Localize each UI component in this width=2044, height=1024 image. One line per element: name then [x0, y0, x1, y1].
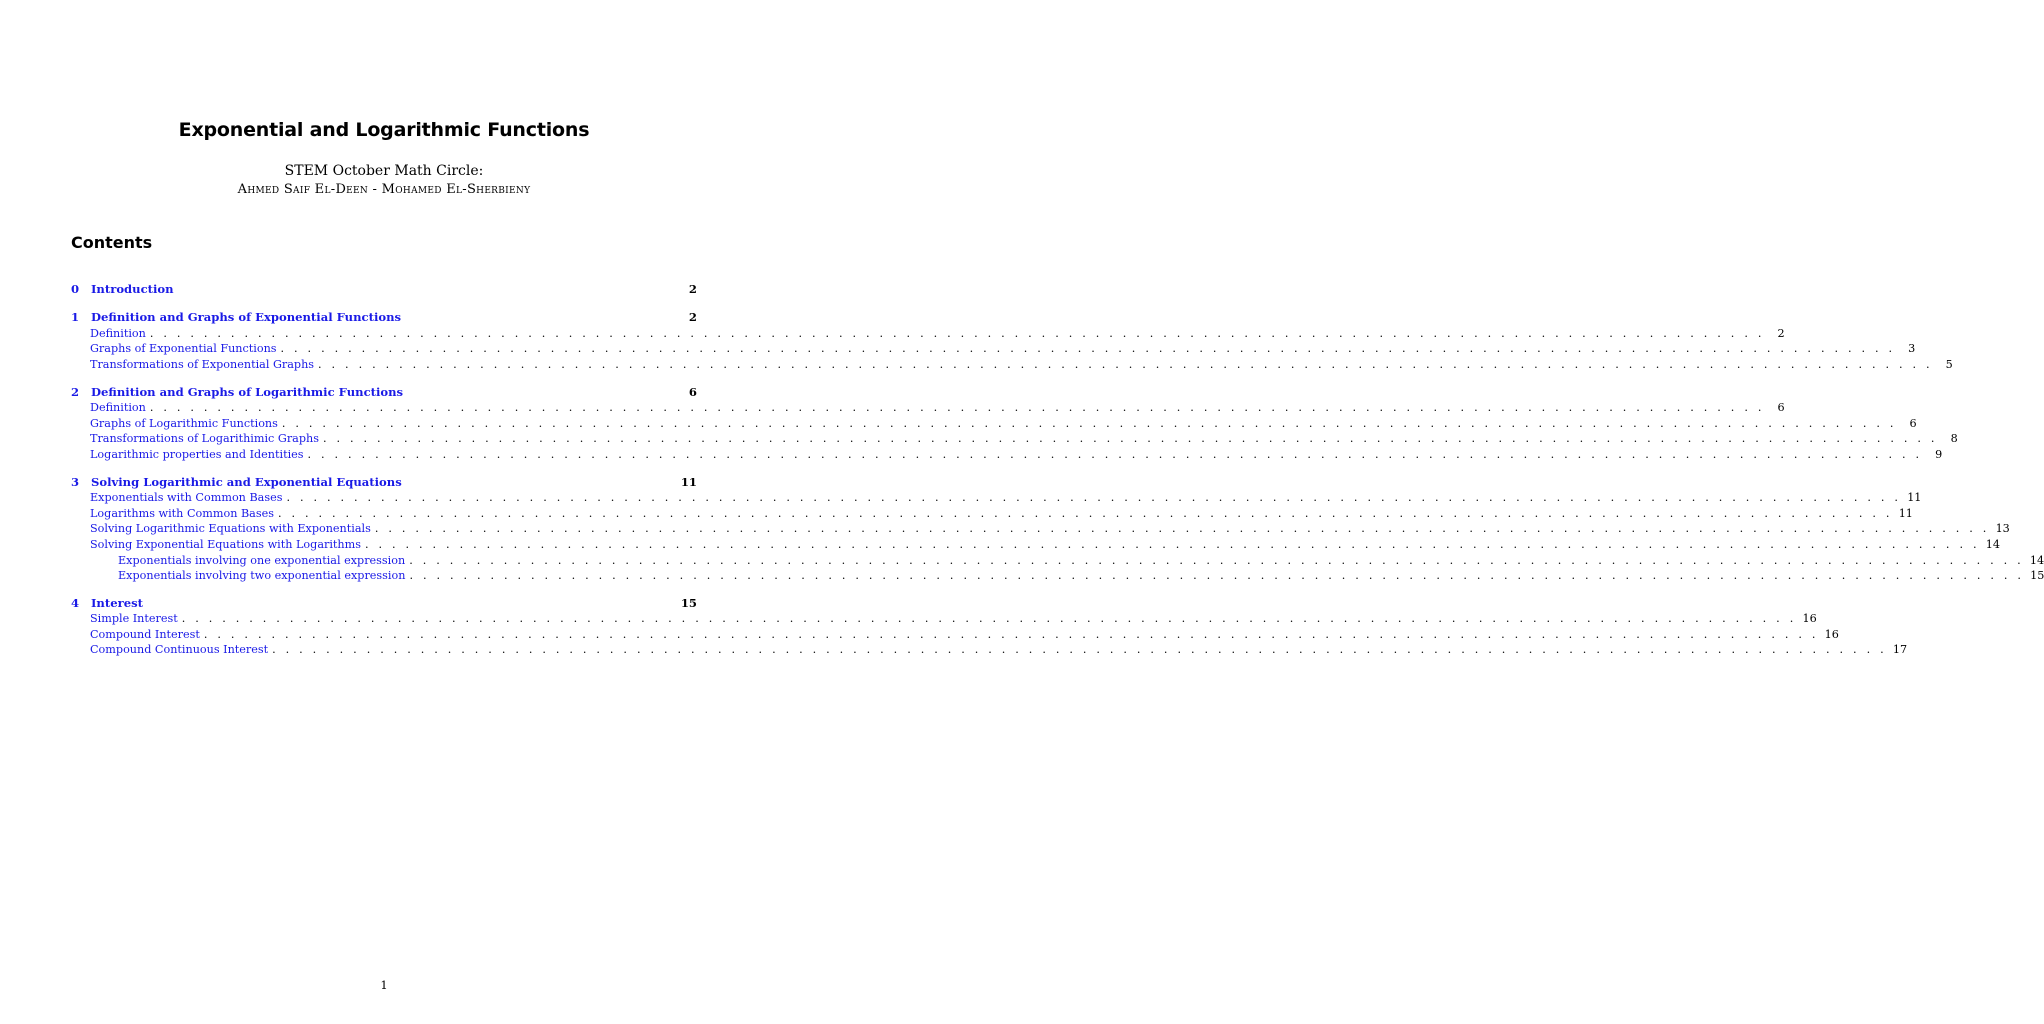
toc-page-number: 6	[1777, 401, 1785, 414]
toc-subsection[interactable]	[71, 627, 1839, 642]
toc-page-number: 8	[1950, 432, 1958, 445]
toc-leader-dots: . . . . . . . . . . . . . . . . . . . . . . . . . . . . . . . . . . . . . . . . . . . . . . . . . . . . . . . . . . . . . . . . . . . . . . . . . . . . . . . . . . . . . . . . . . . . . . . . . . . . . . . . . . . . . . . . . . . . . . . .	[409, 554, 2024, 567]
toc-section-number: 4	[71, 596, 80, 610]
toc-page-number: 17	[1892, 643, 1908, 656]
toc-page-number: 11	[1898, 507, 1913, 520]
toc-leader-dots: . . . . . . . . . . . . . . . . . . . . . . . . . . . . . . . . . . . . . . . . . . . . . . . . . . . . . . . . . . . . . . . . . . . . . . . . . . . . . . . . . . . . . . . . . . . . . . . . . . . . . . . . . . . . . . . . . . . . . . . .	[181, 612, 1797, 625]
toc-section[interactable]	[71, 475, 697, 490]
toc-entry-title[interactable]: Solving Logarithmic Equations with Exponentials	[90, 522, 371, 535]
toc-page-number: 16	[1824, 628, 1839, 641]
toc-section[interactable]	[71, 282, 697, 297]
toc-leader-dots: . . . . . . . . . . . . . . . . . . . . . . . . . . . . . . . . . . . . . . . . . . . . . . . . . . . . . . . . . . . . . . . . . . . . . . . . . . . . . . . . . . . . . . . . . . . . . . . . . . . . . . . . . . . . . . . . . . . . . . . .	[280, 342, 1896, 355]
toc-subsection[interactable]	[71, 568, 2044, 583]
toc-section-number: 1	[71, 310, 80, 324]
toc-entry-title[interactable]: Transformations of Logarithimic Graphs	[90, 432, 319, 445]
toc-page-number: 9	[1935, 448, 1943, 461]
toc-page-number: 14	[2029, 554, 2044, 567]
toc-section[interactable]	[71, 596, 697, 611]
toc-entry-title[interactable]: Interest	[91, 596, 143, 610]
toc-subsection[interactable]	[71, 357, 1953, 372]
toc-section[interactable]	[71, 385, 697, 400]
toc-section[interactable]	[71, 310, 697, 325]
toc-subsection[interactable]	[71, 447, 1943, 462]
page-number: 1	[380, 978, 388, 992]
toc-page-number: 5	[1945, 358, 1953, 371]
toc-page-number: 3	[1908, 342, 1916, 355]
toc-leader-dots: . . . . . . . . . . . . . . . . . . . . . . . . . . . . . . . . . . . . . . . . . . . . . . . . . . . . . . . . . . . . . . . . . . . . . . . . . . . . . . . . . . . . . . . . . . . . . . . . . . . . . . . . . . . . . . . . . . . . . . . .	[149, 401, 1765, 414]
toc-leader-dots: . . . . . . . . . . . . . . . . . . . . . . . . . . . . . . . . . . . . . . . . . . . . . . . . . . . . . . . . . . . . . . . . . . . . . . . . . . . . . . . . . . . . . . . . . . . . . . . . . . . . . . . . . . . . . . . . . . . . . . . .	[286, 491, 1902, 504]
document-subtitle: STEM October Math Circle:	[284, 163, 484, 179]
toc-subsection[interactable]	[71, 611, 1817, 626]
toc-leader-dots: . . . . . . . . . . . . . . . . . . . . . . . . . . . . . . . . . . . . . . . . . . . . . . . . . . . . . . . . . . . . . . . . . . . . . . . . . . . . . . . . . . . . . . . . . . . . . . . . . . . . . . . . . . . . . . . . . . . . . . . .	[277, 507, 1893, 520]
toc-entry-title[interactable]: Graphs of Logarithmic Functions	[90, 417, 278, 430]
toc-page-number: 6	[1909, 417, 1917, 430]
toc-leader-dots: . . . . . . . . . . . . . . . . . . . . . . . . . . . . . . . . . . . . . . . . . . . . . . . . . . . . . . . . . . . . . . . . . . . . . . . . . . . . . . . . . . . . . . . . . . . . . . . . . . . . . . . . . . . . . . . . . . . . . . . .	[318, 358, 1933, 371]
toc-subsection[interactable]	[71, 490, 1922, 505]
toc-leader-dots: . . . . . . . . . . . . . . . . . . . . . . . . . . . . . . . . . . . . . . . . . . . . . . . . . . . . . . . . . . . . . . . . . . . . . . . . . . . . . . . . . . . . . . . . . . . . . . . . . . . . . . . . . . . . . . . . . . . . . . . .	[281, 417, 1897, 430]
toc-subsection[interactable]	[71, 416, 1917, 431]
toc-page-number: 15	[2030, 569, 2044, 582]
toc-leader-dots: . . . . . . . . . . . . . . . . . . . . . . . . . . . . . . . . . . . . . . . . . . . . . . . . . . . . . . . . . . . . . . . . . . . . . . . . . . . . . . . . . . . . . . . . . . . . . . . . . . . . . . . . . . . . . . . . . . . . . . . .	[203, 628, 1819, 641]
toc-leader-dots: . . . . . . . . . . . . . . . . . . . . . . . . . . . . . . . . . . . . . . . . . . . . . . . . . . . . . . . . . . . . . . . . . . . . . . . . . . . . . . . . . . . . . . . . . . . . . . . . . . . . . . . . . . . . . . . . . . . . . . . .	[409, 569, 2025, 582]
toc-entry-title[interactable]: Graphs of Exponential Functions	[90, 342, 277, 355]
toc-subsection[interactable]	[71, 431, 1958, 446]
toc-entry-title[interactable]: Definition	[90, 327, 146, 340]
toc-leader-dots: . . . . . . . . . . . . . . . . . . . . . . . . . . . . . . . . . . . . . . . . . . . . . . . . . . . . . . . . . . . . . . . . . . . . . . . . . . . . . . . . . . . . . . . . . . . . . . . . . . . . . . . . . . . . . . . . . . . . . . . .	[272, 643, 1887, 656]
toc-page-number: 2	[688, 282, 697, 296]
toc-entry-title[interactable]: Compound Continuous Interest	[90, 643, 269, 656]
toc-page-number: 16	[1802, 612, 1817, 625]
toc-page-number: 6	[688, 385, 697, 399]
toc-subsection[interactable]	[71, 553, 2044, 568]
toc-section-number: 3	[71, 475, 80, 489]
toc-entry-title[interactable]: Definition and Graphs of Logarithmic Functions	[91, 385, 404, 399]
toc-subsection[interactable]	[71, 506, 1913, 521]
document-title: Exponential and Logarithmic Functions	[178, 119, 590, 141]
toc-entry-title[interactable]: Exponentials involving two exponential expression	[118, 569, 406, 582]
toc-section-number: 2	[71, 385, 80, 399]
toc-page-number: 15	[680, 596, 697, 610]
document-authors: Ahmed Saif El-Deen - Mohamed El-Sherbieny	[237, 182, 531, 197]
toc-page-number: 2	[1777, 327, 1785, 340]
toc-entry-title[interactable]: Simple Interest	[90, 612, 178, 625]
toc-section-number: 0	[71, 282, 80, 296]
contents-heading: Contents	[71, 233, 153, 252]
toc-subsection[interactable]	[71, 326, 1785, 341]
toc-entry-title[interactable]: Logarithms with Common Bases	[90, 507, 274, 520]
toc-leader-dots: . . . . . . . . . . . . . . . . . . . . . . . . . . . . . . . . . . . . . . . . . . . . . . . . . . . . . . . . . . . . . . . . . . . . . . . . . . . . . . . . . . . . . . . . . . . . . . . . . . . . . . . . . . . . . . . . . . . . . . . .	[322, 432, 1938, 445]
toc-entry-title[interactable]: Transformations of Exponential Graphs	[90, 358, 315, 371]
toc-subsection[interactable]	[71, 537, 2000, 552]
toc-page-number: 11	[1907, 491, 1922, 504]
toc-entry-title[interactable]: Introduction	[91, 282, 174, 296]
toc-subsection[interactable]	[71, 642, 1908, 657]
toc-leader-dots: . . . . . . . . . . . . . . . . . . . . . . . . . . . . . . . . . . . . . . . . . . . . . . . . . . . . . . . . . . . . . . . . . . . . . . . . . . . . . . . . . . . . . . . . . . . . . . . . . . . . . . . . . . . . . . . . . . . . . . . .	[149, 327, 1765, 340]
toc-page-number: 14	[1985, 538, 2000, 551]
toc-entry-title[interactable]: Exponentials with Common Bases	[90, 491, 283, 504]
toc-subsection[interactable]	[71, 341, 1916, 356]
toc-entry-title[interactable]: Solving Exponential Equations with Logarithms	[90, 538, 361, 551]
toc-entry-title[interactable]: Logarithmic properties and Identities	[90, 448, 304, 461]
toc-entry-title[interactable]: Definition and Graphs of Exponential Functions	[91, 310, 402, 324]
toc-leader-dots: . . . . . . . . . . . . . . . . . . . . . . . . . . . . . . . . . . . . . . . . . . . . . . . . . . . . . . . . . . . . . . . . . . . . . . . . . . . . . . . . . . . . . . . . . . . . . . . . . . . . . . . . . . . . . . . . . . . . . . . .	[364, 538, 1980, 551]
toc-page-number: 13	[1995, 522, 2010, 535]
toc-leader-dots: . . . . . . . . . . . . . . . . . . . . . . . . . . . . . . . . . . . . . . . . . . . . . . . . . . . . . . . . . . . . . . . . . . . . . . . . . . . . . . . . . . . . . . . . . . . . . . . . . . . . . . . . . . . . . . . . . . . . . . . .	[374, 522, 1990, 535]
toc-page-number: 11	[680, 475, 697, 489]
toc-subsection[interactable]	[71, 400, 1785, 415]
toc-subsection[interactable]	[71, 521, 2010, 536]
toc-page-number: 2	[688, 310, 697, 324]
toc-entry-title[interactable]: Definition	[90, 401, 146, 414]
toc-entry-title[interactable]: Compound Interest	[90, 628, 200, 641]
toc-leader-dots: . . . . . . . . . . . . . . . . . . . . . . . . . . . . . . . . . . . . . . . . . . . . . . . . . . . . . . . . . . . . . . . . . . . . . . . . . . . . . . . . . . . . . . . . . . . . . . . . . . . . . . . . . . . . . . . . . . . . . . . .	[307, 448, 1923, 461]
toc-entry-title[interactable]: Solving Logarithmic and Exponential Equations	[91, 475, 402, 489]
toc-entry-title[interactable]: Exponentials involving one exponential expression	[118, 554, 406, 567]
